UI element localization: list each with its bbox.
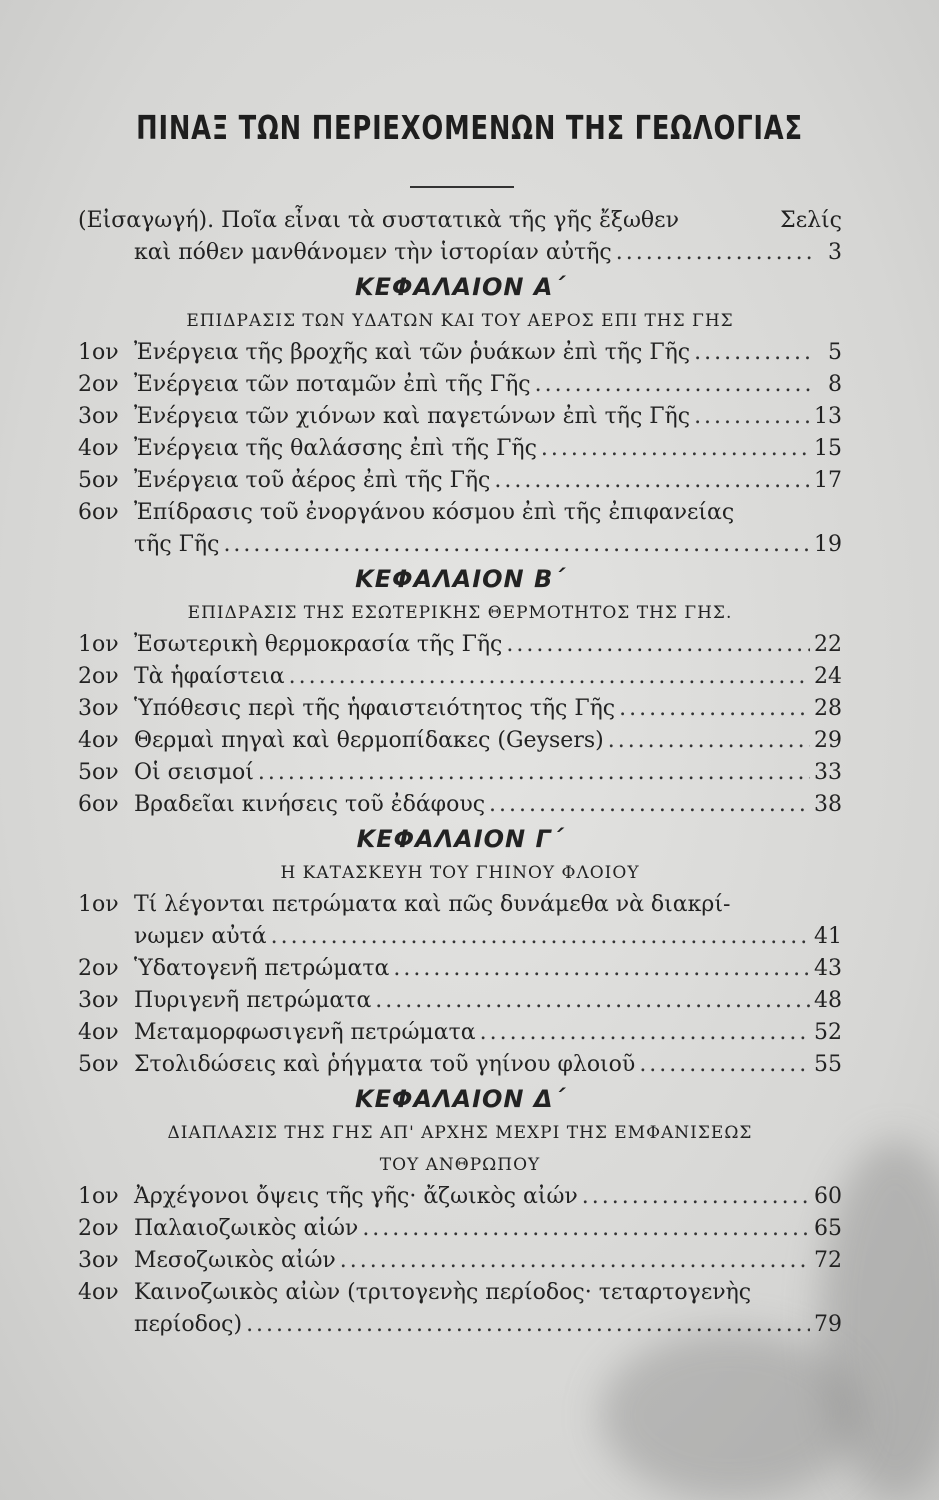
entry-title: Τὰ ἡφαίστεια	[134, 664, 285, 689]
toc-entry	[78, 629, 842, 661]
entry-number: 2ον	[78, 664, 119, 689]
entry-title: Μεταμορφωσιγενῆ πετρώματα	[134, 1020, 476, 1045]
toc-entry	[78, 725, 842, 757]
leader-dots	[582, 1181, 810, 1213]
page-number: 60	[814, 1184, 842, 1209]
chapter-heading: ΕΠΙΔΡΑΣΙΣ ΤΩΝ ΥΔΑΤΩΝ ΚΑΙ ΤΟΥ ΑΕΡΟΣ ΕΠΙ ΤΗΣ ΓΗΣ	[186, 311, 734, 331]
entry-title: Ὑδατογενῆ πετρώματα	[134, 956, 390, 981]
entry-number: 1ον	[78, 892, 119, 917]
entry-title: Τί λέγονται πετρώματα καὶ πῶς δυνάμεθα νὰ διακρί-	[134, 892, 731, 917]
entry-number: 3ον	[78, 696, 119, 721]
page-column-label: Σελίς	[780, 208, 842, 233]
entry-title: Οἱ σεισμοί	[134, 760, 254, 785]
page-number: 22	[814, 632, 842, 657]
entry-number: 3ον	[78, 988, 119, 1013]
toc-entry-continued	[78, 1309, 842, 1341]
entry-number: 2ον	[78, 1216, 119, 1241]
entry-number: 3ον	[78, 1248, 119, 1273]
chapter-label: ΚΕΦΑΛΑΙΟΝ Γ΄	[356, 825, 564, 853]
leader-dots	[362, 1213, 810, 1245]
page-number: 65	[814, 1216, 842, 1241]
leader-dots	[639, 1049, 810, 1081]
toc-entry	[78, 1245, 842, 1277]
entry-number: 5ον	[78, 468, 119, 493]
page-number: 33	[814, 760, 842, 785]
table-of-contents	[78, 205, 842, 1341]
leader-dots	[375, 985, 810, 1017]
chapter-heading-continued: ΤΟΥ ΑΝΘΡΩΠΟΥ	[379, 1155, 541, 1175]
toc-entry	[78, 889, 842, 921]
page-number: 72	[814, 1248, 842, 1273]
entry-number: 4ον	[78, 728, 119, 753]
toc-entry	[78, 465, 842, 497]
leader-dots	[289, 661, 810, 693]
leader-dots	[258, 757, 810, 789]
entry-number: 4ον	[78, 1020, 119, 1045]
entry-title: Ἐνέργεια τῆς βροχῆς καὶ τῶν ῥυάκων ἐπὶ τῆς Γῆς	[134, 340, 691, 365]
leader-dots	[223, 529, 810, 561]
leader-dots	[393, 953, 810, 985]
page-title: ΠΙΝΑΞ ΤΩΝ ΠΕΡΙΕΧΟΜΕΝΩΝ ΤΗΣ ΓΕΩΛΟΓΙΑΣ	[136, 108, 803, 147]
page-number: 43	[814, 956, 842, 981]
page-number: 8	[828, 372, 842, 397]
leader-dots	[480, 1017, 810, 1049]
leader-dots	[489, 789, 810, 821]
toc-entry	[78, 433, 842, 465]
page-number: 15	[814, 436, 842, 461]
page-number: 48	[814, 988, 842, 1013]
leader-dots	[541, 433, 810, 465]
entry-title: Ἐνέργεια τῶν χιόνων καὶ παγετώνων ἐπὶ τῆς Γῆς	[134, 404, 691, 429]
page-number: 79	[814, 1312, 842, 1337]
entry-number: 6ον	[78, 792, 119, 817]
entry-title: Θερμαὶ πηγαὶ καὶ θερμοπίδακες (Geysers)	[134, 728, 604, 753]
toc-entry	[78, 369, 842, 401]
page-number: 5	[828, 340, 842, 365]
page-number: 17	[814, 468, 842, 493]
toc-entry	[78, 1049, 842, 1081]
entry-title: Ἐπίδρασις τοῦ ἐνοργάνου κόσμου ἐπὶ τῆς ἐπιφανείας	[134, 500, 735, 525]
entry-title-continued: περίοδος)	[134, 1312, 243, 1337]
toc-entry-continued	[78, 529, 842, 561]
page-number: 19	[814, 532, 842, 557]
toc-entry	[78, 337, 842, 369]
toc-entry	[78, 1017, 842, 1049]
leader-dots	[535, 369, 812, 401]
entry-title: Πυριγενῆ πετρώματα	[134, 988, 372, 1013]
entry-title: Μεσοζωικὸς αἰών	[134, 1248, 336, 1273]
leader-dots	[246, 1309, 810, 1341]
page-number: 28	[814, 696, 842, 721]
page-number: 24	[814, 664, 842, 689]
page-number: 29	[814, 728, 842, 753]
toc-entry	[78, 985, 842, 1017]
entry-title: Βραδεῖαι κινήσεις τοῦ ἐδάφους	[134, 792, 486, 817]
page-number: 38	[814, 792, 842, 817]
chapter-label: ΚΕΦΑΛΑΙΟΝ Β΄	[355, 565, 565, 593]
chapter-label: ΚΕΦΑΛΑΙΟΝ Α΄	[354, 273, 566, 301]
page-number: 13	[814, 404, 842, 429]
chapter-heading: ΔΙΑΠΛΑΣΙΣ ΤΗΣ ΓΗΣ ΑΠ' ΑΡΧΗΣ ΜΕΧΡΙ ΤΗΣ ΕΜΦΑΝΙΣΕΩΣ	[167, 1123, 753, 1143]
entry-title-continued: νωμεν αὐτά	[134, 924, 267, 949]
entry-number: 2ον	[78, 372, 119, 397]
page-number: 52	[814, 1020, 842, 1045]
leader-dots	[694, 337, 812, 369]
leader-dots	[608, 725, 810, 757]
entry-title: Παλαιοζωικὸς αἰών	[134, 1216, 359, 1241]
entry-title: Ἐνέργεια τῶν ποταμῶν ἐπὶ τῆς Γῆς	[134, 372, 531, 397]
page-number: 55	[814, 1052, 842, 1077]
chapters-container	[78, 269, 842, 1341]
entry-number: 1ον	[78, 340, 119, 365]
toc-entry	[78, 1213, 842, 1245]
water-stain-lower	[600, 1330, 860, 1500]
toc-entry	[78, 1277, 842, 1309]
entry-title: Ἀρχέγονοι ὄψεις τῆς γῆς· ἄζωικὸς αἰών	[134, 1184, 578, 1209]
intro-line-2	[78, 237, 842, 269]
toc-entry	[78, 953, 842, 985]
chapter-heading: ΕΠΙΔΡΑΣΙΣ ΤΗΣ ΕΣΩΤΕΡΙΚΗΣ ΘΕΡΜΟΤΗΤΟΣ ΤΗΣ ΓΗΣ.	[187, 603, 733, 623]
leader-dots	[271, 921, 810, 953]
toc-entry	[78, 497, 842, 529]
toc-entry-continued	[78, 921, 842, 953]
page-number: 3	[828, 240, 842, 265]
entry-number: 2ον	[78, 956, 119, 981]
entry-title: Ἐνέργεια τοῦ ἀέρος ἐπὶ τῆς Γῆς	[134, 468, 491, 493]
entry-title: Ὑπόθεσις περὶ τῆς ἡφαιστειότητος τῆς Γῆς	[134, 696, 616, 721]
entry-number: 5ον	[78, 1052, 119, 1077]
toc-entry	[78, 693, 842, 725]
intro-line-1	[78, 205, 842, 237]
title-rule	[410, 186, 514, 188]
toc-entry	[78, 757, 842, 789]
entry-number: 4ον	[78, 1280, 119, 1305]
entry-title: Στολιδώσεις καὶ ῥήγματα τοῦ γηίνου φλοιοῦ	[134, 1052, 636, 1077]
toc-entry	[78, 1181, 842, 1213]
entry-title-continued: τῆς Γῆς	[134, 532, 220, 557]
entry-title: Καινοζωικὸς αἰὼν (τριτογενὴς περίοδος· τεταρτογενὴς	[134, 1280, 752, 1305]
leader-dots	[694, 401, 810, 433]
entry-number: 3ον	[78, 404, 119, 429]
entry-number: 6ον	[78, 500, 119, 525]
chapter-heading: Η ΚΑΤΑΣΚΕΥΗ ΤΟΥ ΓΗΙΝΟΥ ΦΛΟΙΟΥ	[280, 863, 640, 883]
chapter-label: ΚΕΦΑΛΑΙΟΝ Δ΄	[354, 1085, 566, 1113]
intro-text-2: καὶ πόθεν μανθάνομεν τὴν ἱστορίαν αὐτῆς	[134, 240, 612, 265]
toc-entry	[78, 789, 842, 821]
leader-dots	[340, 1245, 810, 1277]
toc-entry	[78, 661, 842, 693]
leader-dots	[619, 693, 810, 725]
toc-entry	[78, 401, 842, 433]
intro-text-1: (Εἰσαγωγή). Ποῖα εἶναι τὰ συστατικὰ τῆς γῆς ἔξωθεν	[78, 208, 679, 233]
leader-dots	[506, 629, 810, 661]
entry-number: 5ον	[78, 760, 119, 785]
leader-dots	[494, 465, 810, 497]
entry-title: Ἐσωτερικὴ θερμοκρασία τῆς Γῆς	[134, 632, 503, 657]
entry-number: 1ον	[78, 632, 119, 657]
leader-dots	[616, 237, 812, 269]
page-number: 41	[814, 924, 842, 949]
entry-number: 4ον	[78, 436, 119, 461]
entry-number: 1ον	[78, 1184, 119, 1209]
entry-title: Ἐνέργεια τῆς θαλάσσης ἐπὶ τῆς Γῆς	[134, 436, 537, 461]
